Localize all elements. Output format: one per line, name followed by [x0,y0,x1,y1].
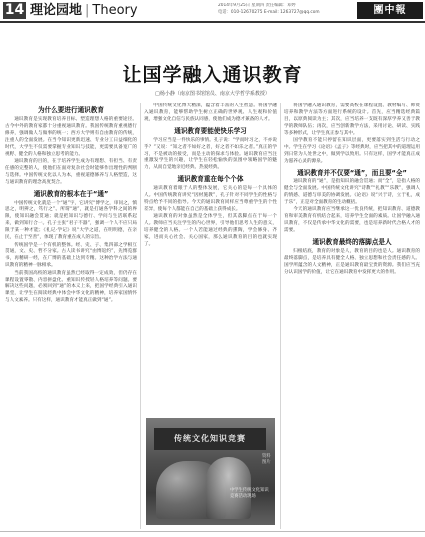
photo-side-tag: 资料图片 [262,454,271,465]
column-divider [140,103,141,529]
paragraph: 通识教育是实现教育培养目标、塑造理想人格的重要途径。古今中外的教育家都十分重视通识教育。我国传统教育重视德行修养，强调做人与做事的统一；西方大学则有自由教育的传统，注重人的全面发展。在当今知识更新迅速、专业分工日益细化的时代，大学生不仅需要掌握专业知识与技能，更需要具备宽广的视野、健全的人格和独立思考的能力。 [5,117,137,157]
subheading-focus-on-people: 通识教育最终的落脚点是人 [312,237,392,246]
section-separator: | [85,3,90,18]
paragraph: 通识教育的对象虽然是全体学生，但其落脚点在于每一个人。教师应当关注学生的内心世界，引导他们思考人生的意义，培养健全的人格。一个人若能通过经典的熏陶，学会修身、齐家，进而关心社会、关心国家，那么通识教育的目的也就实现了。 [144,214,277,247]
paragraph: 将国学融入通识教育，需要高校在课程设置、教材编写、师资培养和教学方法等方面进行系统的设计。首先，应当精选经典篇目，以原典阅读为主；其次，应当培养一支既有深厚学养又善于教学的教师队伍；再次，应当创新教学方法，采用讨论、研读、实践等多种形式，让学生真正参与其中。 [284,103,420,136]
article-column-1 [5,103,137,531]
issue-meta [218,3,354,16]
issue-date-editor: 2014年9月25日 星期四 责任编辑：邓婷 [218,3,296,8]
paragraph: 今天的通识教育应当继承这一优良传统，把知识教育、道德教育和审美教育有机结合起来，培养学生全面的素质。让国学融入通识教育，不仅是传承中华文化的需要，也是培养新时代合格人才的需要。 [284,207,420,233]
article-column-3 [284,103,420,531]
article-photo [146,418,275,525]
page-bottom-rule [0,531,425,532]
header-rule [0,21,425,23]
column-divider [280,103,281,529]
subheading-tong-and-quan: 通识教育并不仅要“通”，而且要“全” [297,168,407,177]
paragraph: 通识教育的目的，在于培养学生成为有理想、有担当、有责任感的完整的人，使他们在面对复杂社会时能够作出理性的判断与选择。中国传统文化以人为本，重视道德修养与人格塑造，这与通识教育的理念高度契合。 [5,158,137,185]
paragraph: 中国传统文化就是一个“通”字，它讲究“博学之，审问之，慎思之，明辨之，笃行之”。所谓“通”，就是打通各学科之间的界限，使知识融会贯通；就是把知识与德行、学问与生活联系起来，做到知行合一。孔子主张“君子不器”，强调一个人不应只局限于某一种才能；《礼记·学记》说“大学之道，在明明德，在亲民，在止于至善”，体现了教育重在成人的宗旨。 [5,200,137,241]
paragraph: 中国传统文化博大精深，蕴含着丰富的人生智慧。将国学融入通识教育，能够帮助学生树立正确的世界观、人生观和价值观，增强文化自信与民族认同感，使他们成为德才兼备的人才。 [144,103,277,122]
article-byline: □杨小静（南京图书馆馆员、南京大学哲学系教授） [155,91,270,97]
issue-contact: 电话：010-12670275 E-mail: 1263727@qq.com [218,9,320,15]
subheading-each-individual: 通识教育重在每个个体 [177,175,244,184]
paragraph: 传统国学是一个有机的整体。经、史、子、集四部之学相互贯通，文、史、哲不分家。古人读书讲究“由博返约”，先博览群书，再精研一经，在广博的基础上达到专精。这种治学方法与通识教育的精神一脉相承。 [5,242,137,269]
photo-banner: 传统文化知识竞赛 [154,428,266,450]
page-number: 14 [4,2,25,18]
subheading-happy-learning: 通识教育要能使快乐学习 [174,126,247,135]
section-title-cn: 理论园地 [30,3,83,18]
paragraph: 学习应当是一件快乐的事情。孔子说：“学而时习之，不亦说乎？”又说：“知之者不如好之者，好之者不如乐之者。”真正的学习，不是被动的接受，而是主动的探求与体验。通识教育应当注重激发学生的兴趣，让学生在轻松愉快的氛围中领略国学的魅力，从而自觉地亲近经典、热爱经典。 [144,137,277,171]
photo-caption: 中学生传统文化知识竞赛活动现场 [230,488,269,499]
article-headline: 让国学融入通识教育 [122,64,303,86]
paragraph: 当前我国高校的通识教育虽然已经取得一定成效，但仍存在课程设置零散、内容拼盘化、重知识传授轻人格培养等问题。要解决这些问题，必须回到“通”的本义上来，把国学经典引入通识课堂，让学生在阅读经典中体会中华文化的精神，培养家国情怀与人文素养。只有这样，通识教育才能真正做到“通”。 [5,270,137,304]
section-title-en: Theory [92,3,138,18]
paragraph: 通识教育着眼于人的整体发展，它关心的是每一个具体的人。中国传统教育讲究“因材施教”，孔子针对不同学生的性格与特点给予不同的指导。今天的通识教育同样应当尊重学生的个性差异，使每个人都能在自己的基础上获得成长。 [144,186,277,212]
subheading-why-general-education: 为什么要进行通识教育 [38,106,104,114]
section-title [30,2,138,19]
paragraph: 国学教育不能只停留在知识层面，更要落实到生活与行动之中。学生在学习《论语》《孟子》等经典时，应当把其中的道理运用到日常为人处世之中，做到学以致用。只有这样，国学才能真正成为滋养心灵的源泉。 [284,138,420,164]
page-header [0,0,425,22]
paragraph: 通识教育的“通”，是指知识的融会贯通；而“全”，是指人格的健全与全面发展。中国传统文化讲究“诗教”“礼教”“乐教”，强调人的情感、道德与审美的协调发展。《论语》说“兴于诗，立于礼，成于乐”，正是对全面教育的生动概括。 [284,179,420,205]
subheading-tong: 通识教育的根本在于“通” [33,189,109,198]
newspaper-logo: 團中報 [357,2,423,19]
paragraph: 归根结底，教育的对象是人，教育的目的也是人。通识教育的最终落脚点，是培养具有健全人格、独立思想和社会责任感的人。国学所蕴含的人文精神，正是通识教育最宝贵的资源。我们应当充分认识国学的价值，让它在通识教育中发挥更大的作用。 [284,248,420,275]
